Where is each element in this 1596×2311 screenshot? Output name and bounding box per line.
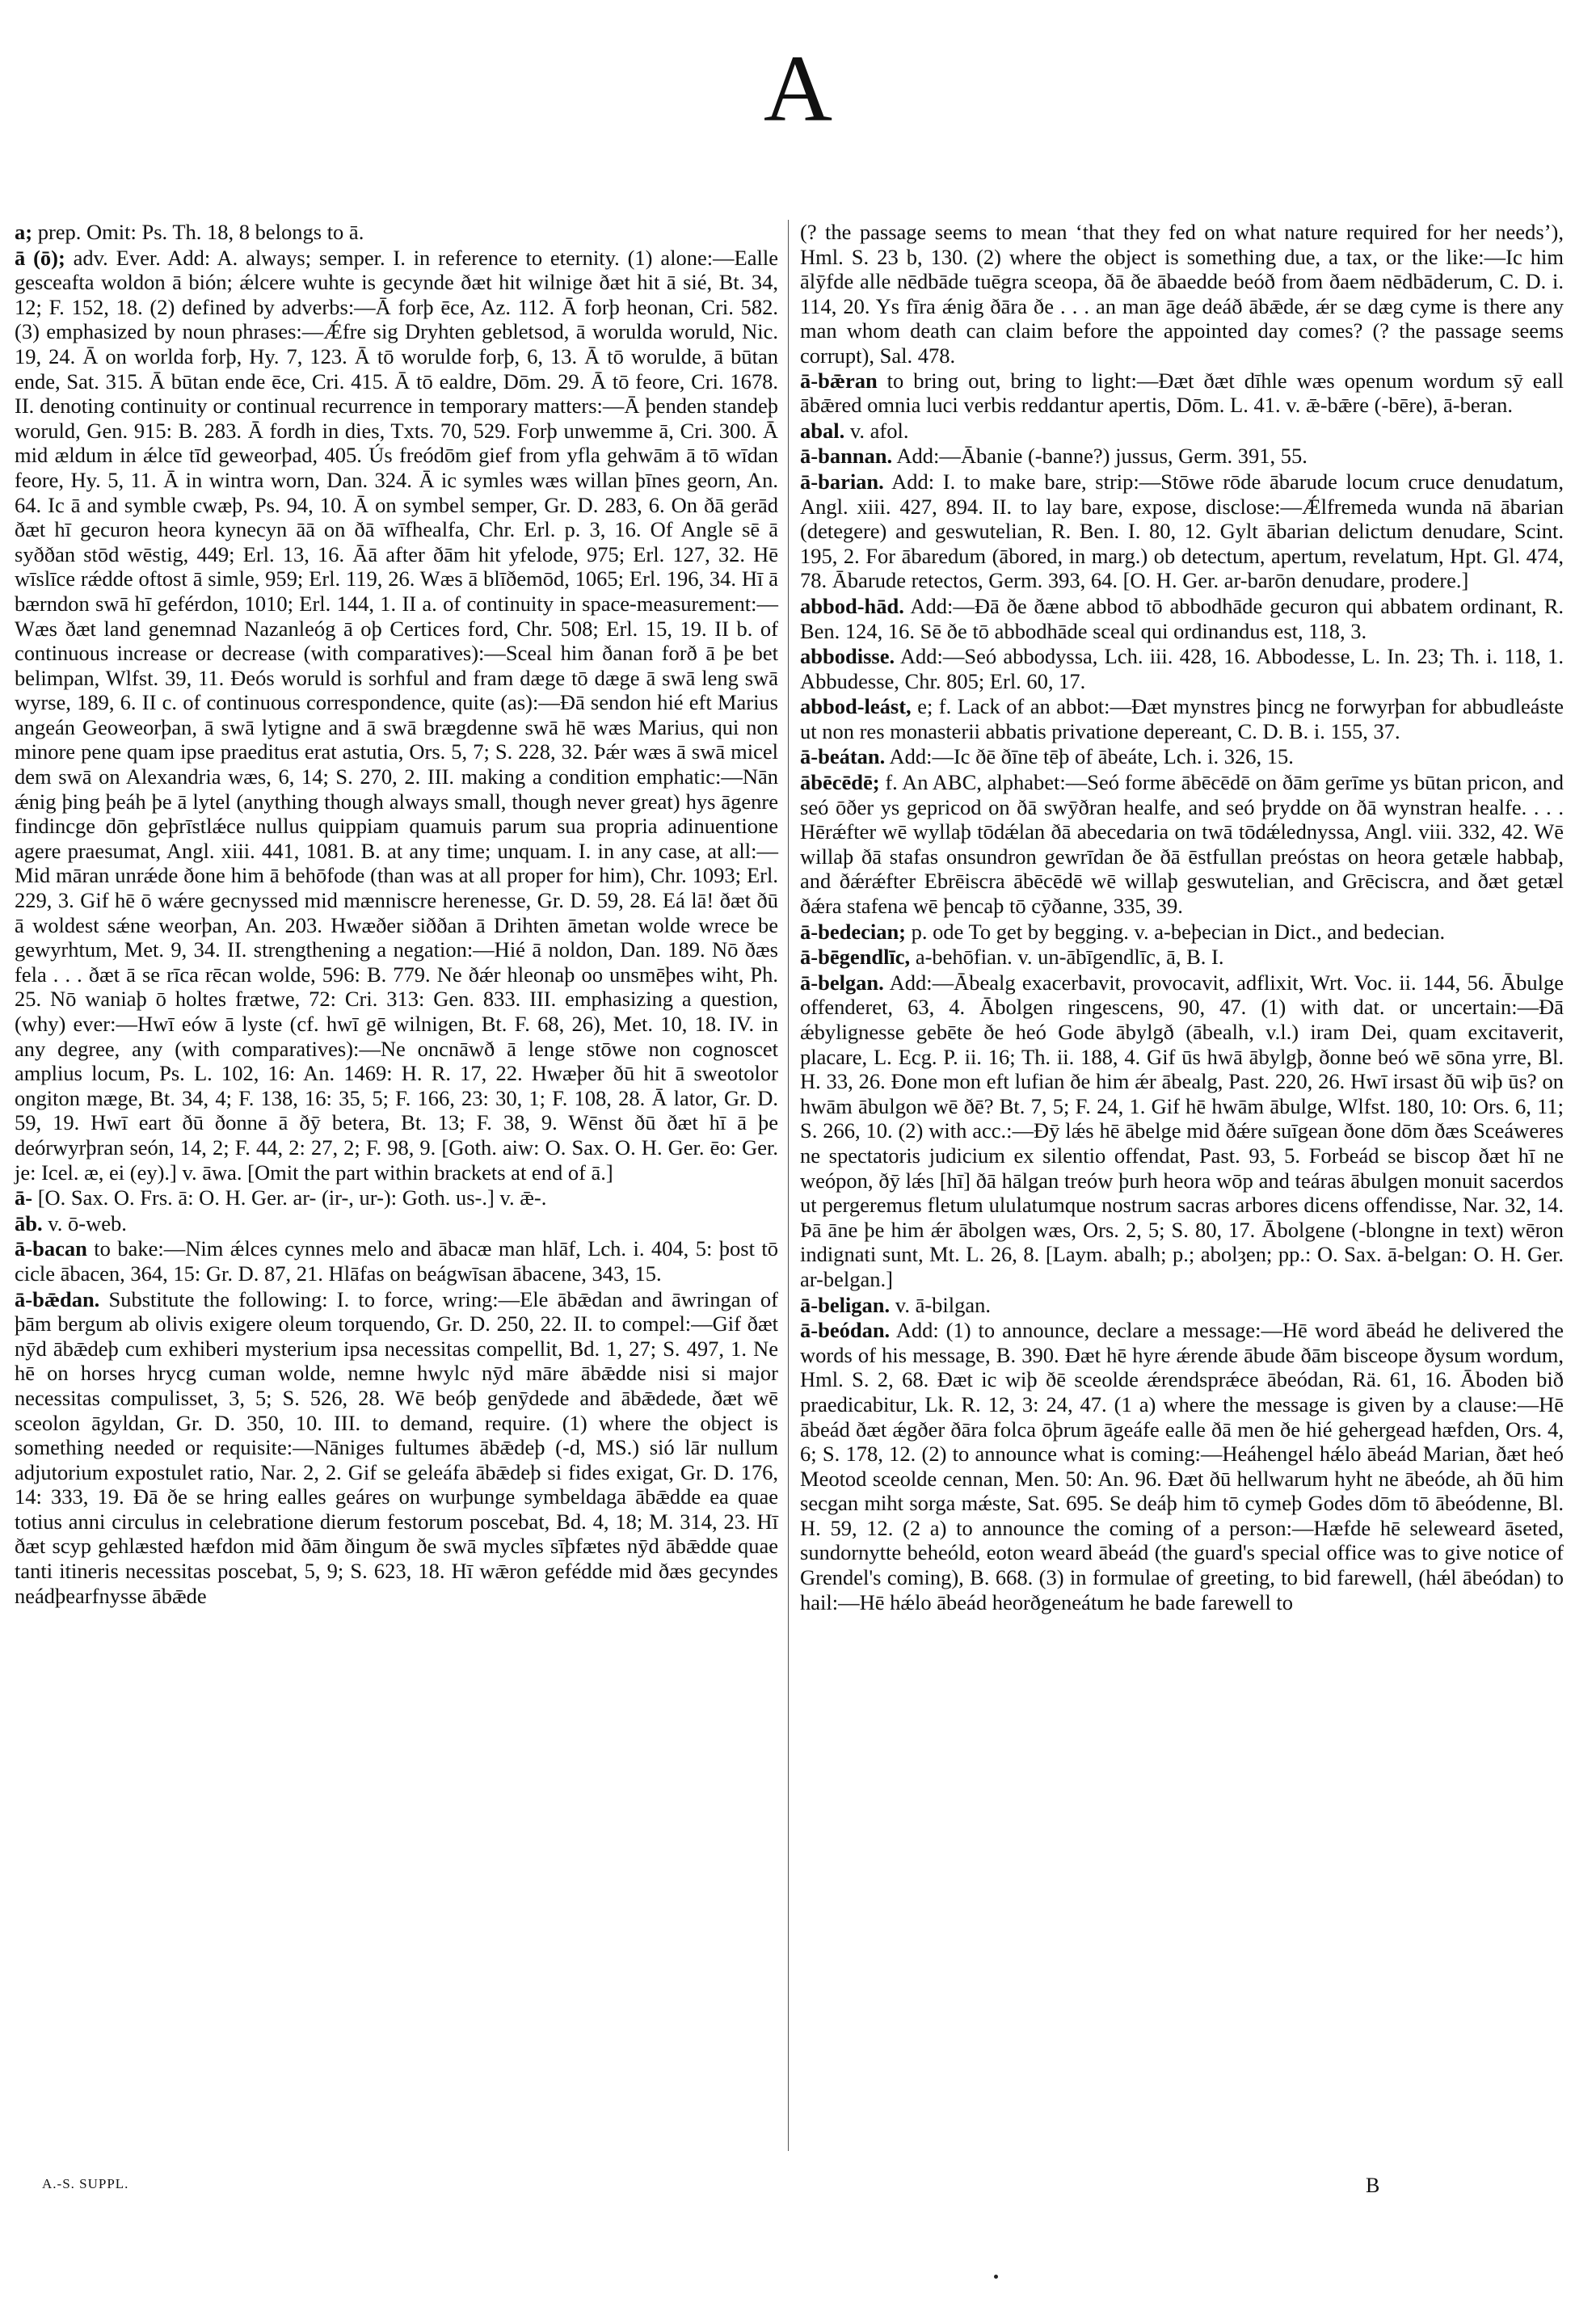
- entry-headword: ā-bacan: [15, 1236, 87, 1261]
- right-column: [800, 220, 1564, 1615]
- entry-headword: ā-belgan.: [800, 970, 884, 995]
- dictionary-entry: [800, 770, 1564, 919]
- entry-text: Add:—Ābanie (-banne?) jussus, Germ. 391, 55.: [896, 444, 1308, 469]
- dictionary-entry: [800, 368, 1564, 418]
- dictionary-entry: [15, 1211, 778, 1236]
- entry-headword: ā-beódan.: [800, 1318, 891, 1343]
- entry-text: Add:—Ābealg exacerbavit, provocavit, adflixit, Wrt. Voc. ii. 144, 56. Ābulge offenderet, 63, 4. Ābolgen ringescens, 90, 47. (1) with dat. or uncertain:—Ðā ǽbylignesse gebēte ðe heó Gode ābylgð (ābealh, v.l.) iram Dei, quam excitaverit, placare, L. Ecg. P. ii. 16; Th. ii. 188, 4. Gif ūs hwā ābylgþ, ðonne beó wē sōna yrre, Bl. H. 33, 26. Ðone mon eft lufian ðe him ǽr ābealg, Past. 220, 26. Hwī irsast ðū wiþ ūs? on hwām ābulgon wē ðē? Bt. 7, 5; F. 24, 1. Gif hē hwām ābulge, Wlfst. 180, 10: Ors. 6, 11; S. 266, 10. (2) with acc.:—Ðȳ lǽs hē ābelge mid ðǽre suīgean ðone dōm ðæs Sceáweres ne spectatoris judicium ex silentio offendat, Past. 93, 5. Forbeád se biscop ðæt hī ne weópon, ðȳ lǽs [hī] ðā hālgan treów þurh heora wōp and teáras ābulgen monuit sacerdos ut pergeremus fletum ululatumque nostrum sacras arbores dicens offendisse, Nar. 32, 14. Þā āne þe him ǽr ābolgen wæs, Ors. 2, 5; S. 80, 17. Ābolgene (-blongne in text) wēron indignati sunt, Mt. L. 26, 8. [Laym. abalh; p.; abolȝen; pp.: O. Sax. ā-belgan: O. H. Ger. ar-belgan.]: [800, 970, 1564, 1291]
- entry-text: Add:—Ic ðē ðīne tēþ of ābeáte, Lch. i. 326, 15.: [889, 744, 1294, 769]
- entry-headword: ā-bǣdan.: [15, 1286, 100, 1311]
- entry-text: f. An ABC, alphabet:—Seó forme ābēcēdē on ðām gerīme ys būtan pricon, and seó ōðer ys gepricod on ðā swȳðran healfe, and seó þrydde on ðā wynstran healfe. . . . Hērǽfter wē wyllaþ tōdǽlan ðā abecedaria on twā tōdǽlednyssa, Angl. viii. 332, 42. Wē willaþ ðā stafas onsundron gewrīdan ðe ðā ēstfullan preóstas on heora getæle habbaþ, and ðǽrǽfter Ebrēiscra ābēcēdē wē willaþ geswutelian, and Grēciscra, and ðæt getæl ðǽra stafena wē þencaþ tō cȳðanne, 335, 39.: [800, 770, 1564, 919]
- entry-headword: ā-bēgendlīc,: [800, 945, 911, 970]
- dictionary-entry: [800, 419, 1564, 444]
- dictionary-entry: [800, 945, 1564, 970]
- dictionary-entry: [800, 644, 1564, 693]
- entry-headword: ā-: [15, 1185, 33, 1210]
- dictionary-entry: [800, 220, 1564, 368]
- dictionary-entry: [15, 1236, 778, 1286]
- dictionary-entry: [800, 594, 1564, 643]
- signature-mark: B: [1366, 2174, 1380, 2197]
- entry-text: Add:—Ðā ðe ðæne abbod tō abbodhāde gecuron qui abbatem ordinant, R. Ben. 124, 16. Sē ðe tō abbodhāde sceal qui ordinandus est, 118, 3.: [800, 593, 1564, 643]
- dictionary-entry: [800, 1293, 1564, 1318]
- entry-headword: abbodisse.: [800, 644, 895, 669]
- entry-headword: ā-beátan.: [800, 744, 886, 769]
- dictionary-entry: [800, 744, 1564, 769]
- entry-text: v. ō-web.: [48, 1210, 127, 1235]
- dictionary-entry: [800, 444, 1564, 469]
- entry-headword: abal.: [800, 418, 845, 443]
- dictionary-entry: [800, 970, 1564, 1292]
- entry-headword: ā (ō);: [15, 245, 65, 270]
- entry-headword: abbod-leást,: [800, 694, 912, 719]
- dictionary-entry: [800, 469, 1564, 593]
- dictionary-entry: [800, 1318, 1564, 1614]
- dictionary-entry: [15, 1287, 778, 1609]
- entry-text: adv. Ever. Add: A. always; semper. I. in reference to eternity. (1) alone:—Ealle gesceafta woldon ā bión; ǽlcere wuhte is gecynde ðæt hit wilnige ðæt hit ā sié, Bt. 34, 12; F. 152, 18. (2) defined by adverbs:—Ā forþ ēce, Az. 112. Ā forþ heonan, Cri. 582. (3) emphasized by noun phrases:—Ǽfre sig Dryhten gebletsod, ā worulda woruld, Nic. 19, 24. Ā on worlda forþ, Hy. 7, 123. Ā tō worulde forþ, 6, 13. Ā tō worulde, ā būtan ende, Sat. 315. Ā būtan ende ēce, Cri. 415. Ā tō ealdre, Dōm. 29. Ā tō feore, Cri. 1678. II. denoting continuity or continual recurrence in temporary matters:—Ā þenden standeþ woruld, Gen. 915: B. 283. Ā fordh in dies, Txts. 70, 529. Forþ unwemme ā, Cri. 300. Ā mid ældum in ǽlce tīd geweorþad, 405. Ús freódōm gief from yfla gehwām ā tō wīdan feore, Hy. 5, 11. Ā in wintra worn, Dan. 324. Ā ic symles wæs willan þīnes georn, An. 64. Ic ā and symble cwæþ, Ps. 94, 10. Ā on symbel semper, Gr. D. 283, 6. On ðā gerād ðæt hī gecuron heora kynecyn āā on ðā wīfhealfa, Chr. Erl. p. 3, 16. Of Angle sē ā syððan stōd wēstig, 449; Erl. 13, 16. Āā after ðām hit yfelode, 975; Erl. 127, 32. Hē wīslīce rǽdde oftost ā simle, 959; Erl. 119, 26. Wæs ā blīðemōd, 1065; Erl. 196, 34. Hī ā bærndon swā hī geférdon, 1010; Erl. 144, 1. II a. of continuity in space-measurement:—Wæs ðæt land genemnad Nazanleóg ā oþ Certices ford, Chr. 508; Erl. 15, 19. II b. of continuous increase or decrease (with comparatives):—Sceal him ðanan forð ā þe bet belimpan, Wlfst. 39, 11. Ðeós woruld is sorhful and fram dæge tō dæge ā swā leng swā wyrse, 189, 6. II c. of continuous correspondence, quite (as):—Ðā sendon hié eft Marius angeán Geoweorþan, ā swā lytigne and ā swā brægdenne swā hē wæs Marius, qui non minore pene quam ipse praeditus erat astutia, Ors. 5, 7; S. 228, 32. Þǽr wæs ā swā micel dem swā on Alexandria wæs, 6, 14; S. 270, 2. III. making a condition emphatic:—Nān ǽnig þing þeáh þe ā lytel (anything though always small, though never great) hys āgenre findincge dōn geþrīstlǽce nullus quippiam quamuis parum sua propria adinuentione agere praesumat, Angl. xiii. 441, 1081. B. at any time; unquam. I. in any case, at all:—Mid māran unrǽde ðone him ā behōfode (than was at all proper for him), Chr. 1093; Erl. 229, 3. Gif hē ō wǽre gecnyssed mid mænniscre herenesse, Gr. D. 59, 28. Eá lā! ðæt ðū ā woldest sǽne weorþan, An. 203. Hwæðer siððan ā Drihten āmetan wolde wrece be gewyrhtum, Met. 9, 34. II. strengthening a negation:—Hié ā noldon, Dan. 189. Nō ðæs fela . . . ðæt ā se rīca rēcan wolde, 596: B. 779. Ne ðǽr hleonaþ oo unsmēþes wiht, Ph. 25. Nō waniaþ ō holtes frætwe, 72: Cri. 313: Gen. 833. III. emphasizing a question, (why) ever:—Hwī eów ā lyste (cf. hwī gē wilnigen, Bt. F. 68, 26), Met. 10, 18. IV. in any degree, any (with comparatives):—Ne oncnāwð ā lenge stōwe non cognoscet amplius locum, Ps. L. 102, 16: An. 1469: H. R. 17, 22. Hwæþer ðū hit ā sweotolor ongiton mæge, Bt. 34, 4; F. 138, 16: 35, 5; F. 166, 23: 30, 1; F. 108, 28. Ā lator, Gr. D. 59, 19. Hwī eart ðū ðonne ā ðȳ betera, Bt. 13; F. 38, 9. Wēnst ðū ðæt hī ā þe deórwyrþran seón, 14, 2; F. 44, 2: 27, 2; F. 98, 9. [Goth. aiw: O. Sax. O. H. Ger. ēo: Ger. je: Icel. æ, ei (ey).] v. āwa. [Omit the part within brackets at end of ā.]: [15, 245, 778, 1185]
- entry-text: p. ode To get by begging. v. a-beþecian in Dict., and bedecian.: [911, 919, 1446, 944]
- entry-text: (? the passage seems to mean ‘that they fed on what nature required for her needs’), Hml. S. 23 b, 130. (2) where the object is something due, a tax, or the like:—Ic him ālȳfde alle nēdbāde tuēgra sceopa, ðā ðe ābaedde beóð from ðaem nēdbāderum, C. D. i. 114, 20. Ys fīra ǽnig ðāra ðe . . . an man āge deáð ābǣde, ǽr se dæg cyme is there any man whom death can claim before the appointed day comes? (? the passage seems corrupt), Sal. 478.: [800, 220, 1564, 368]
- entry-text: Substitute the following: I. to force, wring:—Ele ābǣdan and āwringan of þām bergum ab olivis exigere oleum torquendo, Gr. D. 250, 22. II. to compel:—Gif ðæt nȳd ābǣdeþ cum exhiberi mysterium ipsa necessitas compellit, Bd. 1, 27; S. 497, 1. Ne hē on horses hrycg cuman wolde, nemne hwylc nȳd māre ābǣdde nisi si major necessitas compulisset, 3, 5; S. 526, 28. Wē beóþ genȳdede and ābǣdede, ðæt wē sceolon āgyldan, Gr. D. 350, 10. III. to demand, require. (1) where the object is something needed or requisite:—Nāniges fultumes ābǣdeþ (-d, MS.) sió lār nullum adjutorium expostulet ratio, Nar. 2, 2. Gif se geleáfa ābǣdeþ si fides exigat, Gr. D. 176, 14: 333, 19. Ðā ðe se hring ealles geáres on wurþunge symbeldaga ābǣdde ea quae totius anni circulus in celebratione dierum festorum poscebat, Bd. 4, 18; M. 314, 23. Hī ðæt scyp gehlæsted hæfdon mid ðām ðingum ðe swā mycles sīþfætes nȳd ābǣdde quae tanti itineris necessitas poscebat, 5, 9; S. 623, 18. Hī wǣron gefédde mid ðæs gecyndes neádþearfnysse ābǣde: [15, 1286, 778, 1608]
- dictionary-entry: [800, 920, 1564, 945]
- entry-text: a-behōfian. v. un-ābīgendlīc, ā, B. I.: [915, 945, 1224, 970]
- entry-headword: abbod-hād.: [800, 593, 904, 618]
- entry-headword: āb.: [15, 1210, 43, 1235]
- column-divider: [788, 220, 789, 2151]
- dictionary-entry: [15, 220, 778, 245]
- left-column: [15, 220, 778, 1609]
- entry-text: e; f. Lack of an abbot:—Ðæt mynstres þincg ne forwyrþan for abbudleáste ut non res monasterii abbatis privatione depereant, C. D. B. i. 155, 37.: [800, 694, 1564, 743]
- entry-headword: ābēcēdē;: [800, 770, 880, 795]
- ink-dot: [994, 2275, 998, 2279]
- entry-headword: ā-bannan.: [800, 444, 893, 469]
- dictionary-entry: [800, 694, 1564, 743]
- entry-text: Add:—Seó abbodyssa, Lch. iii. 428, 16. Abbodesse, L. In. 23; Th. i. 118, 1. Abbudesse, Chr. 805; Erl. 60, 17.: [800, 644, 1564, 693]
- entry-headword: ā-bǣran: [800, 368, 878, 393]
- entry-text: v. afol.: [849, 418, 909, 443]
- entry-text: Add: (1) to announce, declare a message:—Hē word ābeád he delivered the words of his message, B. 390. Ðæt hē hyre ǽrende ābude ðām bisceope ðysum wordum, Hml. S. 2, 68. Ðæt ic wiþ ðē sceolde ǽrendsprǽce ābeódan, Rä. 61, 16. Āboden bið praedicabitur, Lk. R. 12, 3: 24, 47. (1 a) where the message is given by a clause:—Hē ābeád ðæt ǽgðer ðāra folca ōþrum āgeáfe ealle ðā men ðe hié gehergead hæfden, Ors. 4, 6; S. 178, 12. (2) to announce what is coming:—Heáhengel hǽlo ābeád Marian, ðæt heó Meotod sceolde cennan, Men. 50: An. 96. Ðæt ðū hellwarum hyht ne ābeóde, ah ðū him secgan miht sorga mǽste, Sat. 695. Se deáþ him tō cymeþ Godes dōm tō ābeódenne, Bl. H. 59, 12. (2 a) to announce the coming of a person:—Hæfde hē seleweard āseted, sundornytte beheóld, eoton weard ābeád (the guard's special office was to give notice of Grendel's coming), B. 668. (3) in formulae of greeting, to bid farewell, (hǽl ābeódan) to hail:—Hē hǽlo ābeád heorðgeneátum he bade farewell to: [800, 1318, 1564, 1614]
- entry-headword: ā-barian.: [800, 469, 884, 494]
- entry-text: to bring out, bring to light:—Ðæt ðæt dīhle wæs openum wordum sȳ eall ābǣred omnia luci verbis reddantur apertis, Dōm. L. 41. v. ǣ-bǣre (-bēre), ā-beran.: [800, 368, 1564, 418]
- entry-headword: ā-bedecian;: [800, 919, 907, 944]
- entry-text: to bake:—Nim ǽlces cynnes melo and ābacæ man hlāf, Lch. i. 404, 5: þost tō cicle ābacen, 364, 15: Gr. D. 87, 21. Hlāfas on beágwīsan ābacene, 343, 15.: [15, 1236, 779, 1286]
- footer-signature: A.-S. SUPPL.: [42, 2176, 129, 2191]
- entry-text: [O. Sax. O. Frs. ā: O. H. Ger. ar- (ir-, ur-): Goth. us-.] v. ǣ-.: [37, 1185, 547, 1210]
- entry-headword: ā-beligan.: [800, 1292, 891, 1317]
- dictionary-entry: [15, 1185, 778, 1210]
- entry-text: prep. Omit: Ps. Th. 18, 8 belongs to ā.: [37, 220, 364, 244]
- entry-headword: a;: [15, 220, 33, 244]
- entry-text: v. ā-bilgan.: [895, 1292, 992, 1317]
- dictionary-entry: [15, 246, 778, 1185]
- page-letter-heading: A: [763, 36, 833, 141]
- entry-text: Add: I. to make bare, strip:—Stōwe rōde ābarude locum cruce denudatum, Angl. xiii. 427, 894. II. to lay bare, expose, disclose:—Ǽlfremeda wunda nā ābarian (detegere) and geswutelian, R. Ben. I. 80, 12. Gylt ābarian delictum denudare, Scint. 195, 2. For ābaredum (ābored, in marg.) ob detectum, apertum, revelatum, Hpt. Gl. 474, 78. Ābarude retectos, Germ. 393, 64. [O. H. Ger. ar-barōn denudare, prodere.]: [800, 469, 1564, 593]
